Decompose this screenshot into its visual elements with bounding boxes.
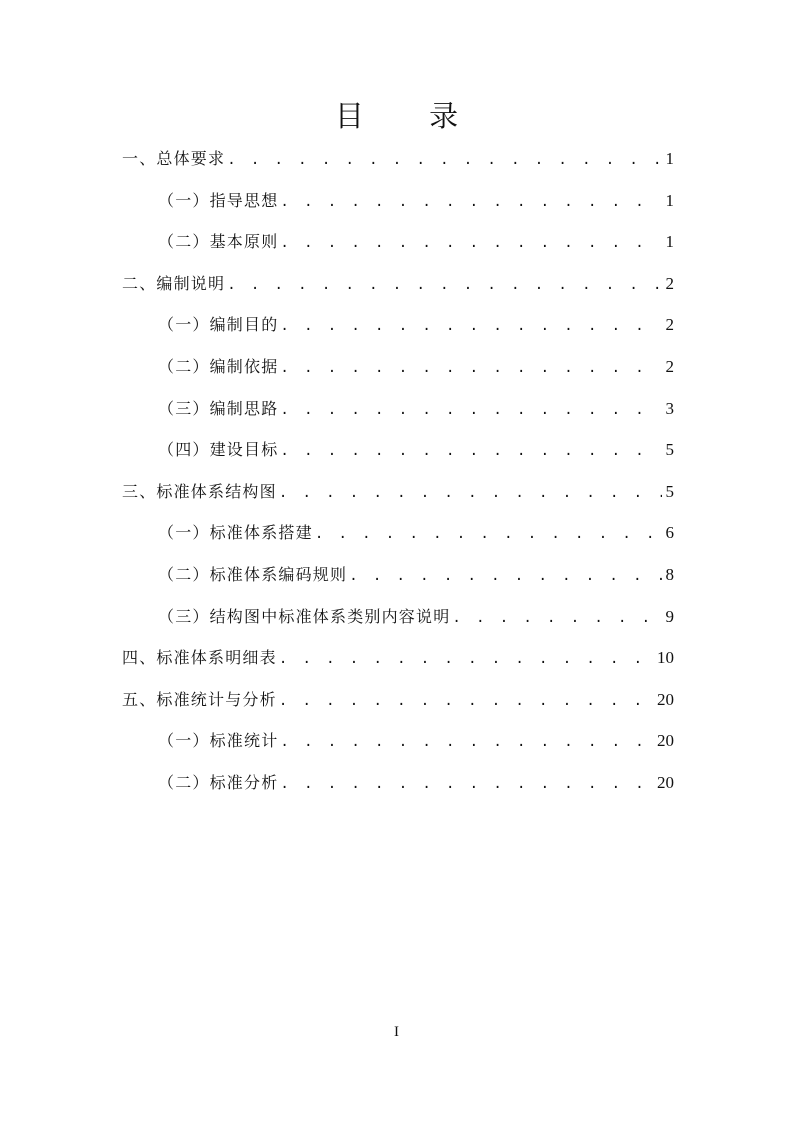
toc-entry[interactable] [158, 312, 674, 336]
toc-entry-label: （一）指导思想 [158, 191, 279, 210]
toc-entry-page: 5 [665, 440, 674, 459]
toc-entry[interactable] [158, 229, 674, 253]
toc-leader-dots [280, 192, 661, 212]
toc-entry[interactable] [122, 146, 674, 170]
toc-entry-label: （二）标准体系编码规则 [158, 565, 348, 584]
toc-entry-page: 1 [665, 191, 674, 210]
toc-entry[interactable] [158, 354, 674, 378]
toc-entry-page: 1 [665, 232, 674, 251]
toc-leader-dots [280, 400, 661, 420]
toc-entry-page: 2 [665, 357, 674, 376]
toc-entry[interactable] [122, 479, 674, 503]
toc-entry-label: （三）结构图中标准体系类别内容说明 [158, 607, 451, 626]
toc-entry-page: 20 [657, 690, 674, 709]
toc-entry-label: 二、编制说明 [122, 274, 226, 293]
toc-leader-dots [280, 732, 653, 752]
toc-leader-dots [279, 483, 662, 503]
toc-entry[interactable] [158, 604, 674, 628]
toc-leader-dots [280, 441, 661, 461]
toc-entry-page: 1 [665, 149, 674, 168]
toc-entry-page: 8 [665, 565, 674, 584]
toc-leader-dots [227, 275, 661, 295]
toc-entry-label: （二）标准分析 [158, 773, 279, 792]
toc-entry-label: （一）标准体系搭建 [158, 523, 313, 542]
toc-entry[interactable] [158, 396, 674, 420]
toc-entry-page: 2 [665, 274, 674, 293]
toc-leader-dots [452, 608, 661, 628]
toc-entry[interactable] [158, 520, 674, 544]
toc-leader-dots [280, 316, 661, 336]
toc-leader-dots [315, 524, 662, 544]
toc-entry-page: 9 [665, 607, 674, 626]
toc-entry-label: （一）标准统计 [158, 731, 279, 750]
toc-entry-page: 5 [665, 482, 674, 501]
toc-leader-dots [279, 691, 653, 711]
toc-leader-dots [349, 566, 661, 586]
toc-entry-label: （四）建设目标 [158, 440, 279, 459]
toc-entry-label: （二）编制依据 [158, 357, 279, 376]
page-title: 目 录 [334, 99, 487, 133]
toc-entry[interactable] [122, 271, 674, 295]
toc-entry-label: （二）基本原则 [158, 232, 279, 251]
toc-leader-dots [227, 150, 661, 170]
toc-leader-dots [280, 358, 661, 378]
toc-entry[interactable] [122, 687, 674, 711]
toc-leader-dots [279, 649, 653, 669]
toc-entry-page: 2 [665, 315, 674, 334]
toc-entry-label: （三）编制思路 [158, 399, 279, 418]
toc-entry-label: 三、标准体系结构图 [122, 482, 277, 501]
toc-entry[interactable] [158, 437, 674, 461]
toc-leader-dots [280, 233, 661, 253]
toc-entry[interactable] [122, 645, 674, 669]
toc-leader-dots [280, 774, 653, 794]
toc-entry-label: 四、标准体系明细表 [122, 648, 277, 667]
toc-entry[interactable] [158, 562, 674, 586]
toc-entry[interactable] [158, 188, 674, 212]
toc-entry-page: 20 [657, 731, 674, 750]
page-number-footer: I [394, 1024, 399, 1040]
toc-entry[interactable] [158, 770, 674, 794]
toc-entry-label: 五、标准统计与分析 [122, 690, 277, 709]
toc-entry-page: 3 [665, 399, 674, 418]
toc-entry-page: 6 [665, 523, 674, 542]
toc-entry-label: 一、总体要求 [122, 149, 226, 168]
toc-entry-page: 10 [657, 648, 674, 667]
toc-entry[interactable] [158, 728, 674, 752]
toc-entry-label: （一）编制目的 [158, 315, 279, 334]
toc-entry-page: 20 [657, 773, 674, 792]
